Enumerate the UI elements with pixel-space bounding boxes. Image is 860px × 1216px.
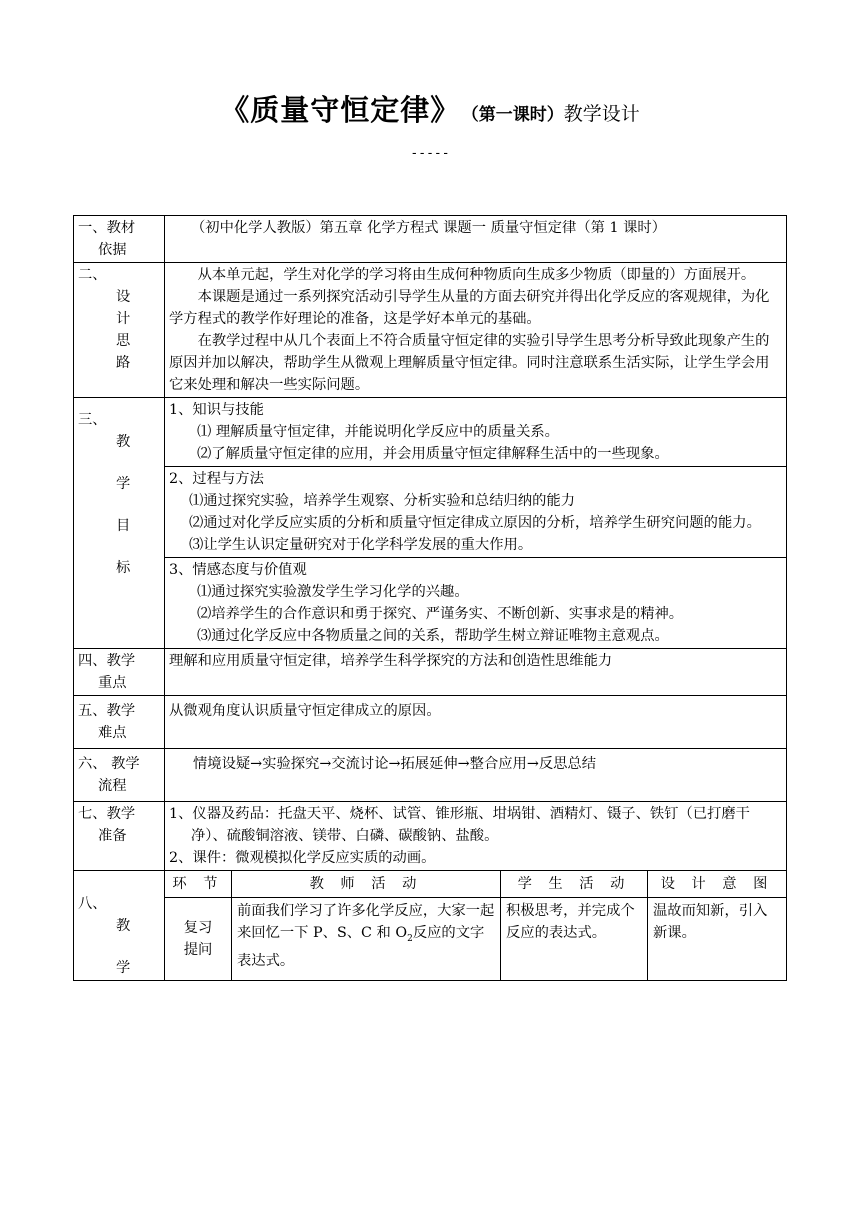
title-dash: ----- [410,146,450,161]
label-key-points: 四、教学 重点 [74,649,165,696]
goal-item: ⑶通过化学反应中各物质量之间的关系，帮助学生树立辩证唯物主意观点。 [197,628,669,644]
goal-item: ⑵通过对化学反应实质的分析和质量守恒定律成立原因的分析，培养学生研究问题的能力。 [189,515,761,531]
header-intent: 设 计 意 图 [648,871,787,898]
title-main: 《质量守恒定律》 [220,93,461,127]
goal-item: ⑵培养学生的合作意识和勇于探究、严谨务实、不断创新、实事求是的精神。 [197,606,684,622]
goals-attitude [165,558,787,649]
design-paragraph: 本课题是通过一系列探究活动引导学生从量的方面去研究并得出化学反应的客观规律，为化学方程式的教学作好理论的准备，这是学好本单元的基础。 [169,289,770,327]
goal-heading: 2、过程与方法 [169,471,264,487]
header-student: 学 生 活 动 [501,871,648,898]
goal-item: ⑵了解质量守恒定律的应用，并会用质量守恒定律解释生活中的一些现象。 [197,446,669,462]
row-design [74,263,787,398]
label-process: 八、 教 学 [74,871,165,981]
title-lesson: （第一课时） [470,105,564,125]
prep-text [165,802,787,871]
row-process [74,871,787,981]
difficulties-text: 从微观角度认识质量守恒定律成立的原因。 [165,696,787,749]
row-flow [74,749,787,802]
row-goals-knowledge [74,398,787,467]
label-flow: 六、 教学 流程 [74,749,165,802]
prep-item: 1、仪器及药品：托盘天平、烧杯、试管、锥形瓶、坩埚钳、酒精灯、镊子、铁钉（已打磨干净）、硫酸铜溶液、镁带、白磷、碳酸钠、盐酸。 [169,806,750,844]
label-basis: 一、教材 依据 [74,216,165,263]
design-text [165,263,787,398]
header-stage: 环 节 [165,871,232,898]
label-goals: 三、 教 学 目 标 [74,398,165,649]
page-title [0,88,860,129]
design-paragraph: 从本单元起，学生对化学的学习将由生成何种物质向生成多少物质（即量的）方面展开。 [197,267,756,283]
flow-text: 情境设疑→实验探究→交流讨论→拓展延伸→整合应用→反思总结 [165,749,787,802]
goal-heading: 1、知识与技能 [169,402,264,418]
goal-heading: 3、情感态度与价值观 [169,562,307,578]
label-difficulties: 五、教学 难点 [74,696,165,749]
row-goals-attitude [74,558,787,649]
row-difficulties [74,696,787,749]
label-prep: 七、教学 准备 [74,802,165,871]
process-header-row [165,871,786,898]
goal-item: ⑴ 理解质量守恒定律，并能说明化学反应中的质量关系。 [197,424,559,440]
goal-item: ⑴通过探究实验，培养学生观察、分析实验和总结归纳的能力 [189,493,576,509]
process-cell [165,871,787,981]
title-suffix: 教学设计 [563,103,640,125]
goal-item: ⑶让学生认识定量研究对于化学科学发展的重大作用。 [189,537,533,553]
header-teacher: 教 师 活 动 [232,871,501,898]
process-table [165,871,786,980]
row-goals-process [74,467,787,558]
row-prep [74,802,787,871]
lesson-plan-table [73,215,787,981]
goals-process [165,467,787,558]
design-paragraph: 在教学过程中从几个表面上不符合质量守恒定律的实验引导学生思考分析导致此现象产生的原因并加以解决，帮助学生从微观上理解质量守恒定律。同时注意联系生活实际，让学生学会用它来处理和解决一些实际问题。 [169,333,770,393]
teacher-activity: 前面我们学习了许多化学反应，大家一起来回忆一下 P、S、C 和 $O_2$反应的文字表达式。 [232,898,501,980]
row-key-points [74,649,787,696]
row-basis [74,216,787,263]
goals-knowledge [165,398,787,467]
goal-item: ⑴通过探究实验激发学生学习化学的兴趣。 [197,584,469,600]
design-intent: 温故而知新，引入新课。 [648,898,787,980]
student-activity: 积极思考，并完成个反应的表达式。 [501,898,648,980]
label-design: 二、 设 计 思 路 [74,263,165,398]
table-row [165,898,786,980]
stage-cell: 复习 提问 [165,898,232,980]
basis-text: （初中化学人教版）第五章 化学方程式 课题一 质量守恒定律（第 1 课时） [165,216,787,263]
prep-item: 2、课件：微观模拟化学反应实质的动画。 [169,850,436,866]
key-points-text: 理解和应用质量守恒定律，培养学生科学探究的方法和创造性思维能力 [165,649,787,696]
